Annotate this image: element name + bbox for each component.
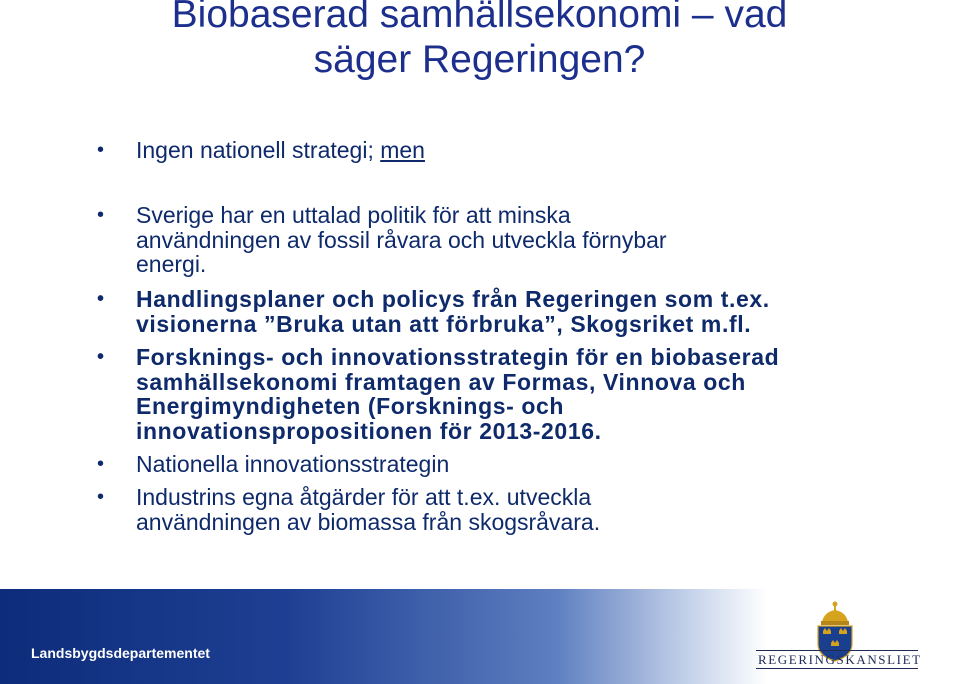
bullet-line: användningen av fossil råvara och utveckla förnybar (136, 226, 667, 253)
bullet-line: energi. (136, 251, 207, 277)
slide-title (0, 0, 959, 82)
bullet-line: innovationspropositionen för 2013-2016. (136, 417, 602, 444)
bullet-line: visionerna ”Bruka utan att förbruka”, Skogsriket m.fl. (136, 310, 752, 337)
bullet-line: • Sverige har en uttalad politik för att minska (136, 202, 571, 228)
bullet-item (136, 485, 866, 534)
crown-icon (821, 602, 849, 626)
bullet-item (136, 452, 866, 477)
bullet-line: användningen av biomassa från skogsråvara. (136, 508, 601, 535)
underlined-word: men (380, 137, 425, 163)
title-line-2: säger Regeringen? (313, 38, 646, 81)
bullet-line: • Industrins egna åtgärder för att t.ex. utveckla (136, 484, 592, 510)
department-name: Landsbygdsdepartementet (31, 645, 210, 661)
bullet-line: • Nationella innovationsstrategin (136, 451, 450, 477)
bullet-line: samhällsekonomi framtagen av Formas, Vinnova och (136, 368, 746, 395)
bullet-item (136, 138, 866, 163)
bullet-line: Energimyndigheten (Forsknings- och (136, 393, 565, 419)
bullet-line: • Ingen nationell strategi; men (136, 137, 425, 163)
bullet-item (136, 345, 866, 443)
bullet-line: • Handlingsplaner och policys från Regeringen som t.ex. (136, 286, 770, 312)
logo-rule-top (756, 650, 918, 651)
logo-text: REGERINGSKANSLIET (758, 652, 922, 667)
logo-rule-bottom (756, 668, 918, 669)
bullet-item (136, 287, 866, 336)
title-line-1: Biobaserad samhällsekonomi – vad (171, 0, 788, 36)
bullet-line: • Forsknings- och innovationsstrategin för en biobaserad (136, 344, 780, 370)
bullet-item (136, 203, 866, 277)
